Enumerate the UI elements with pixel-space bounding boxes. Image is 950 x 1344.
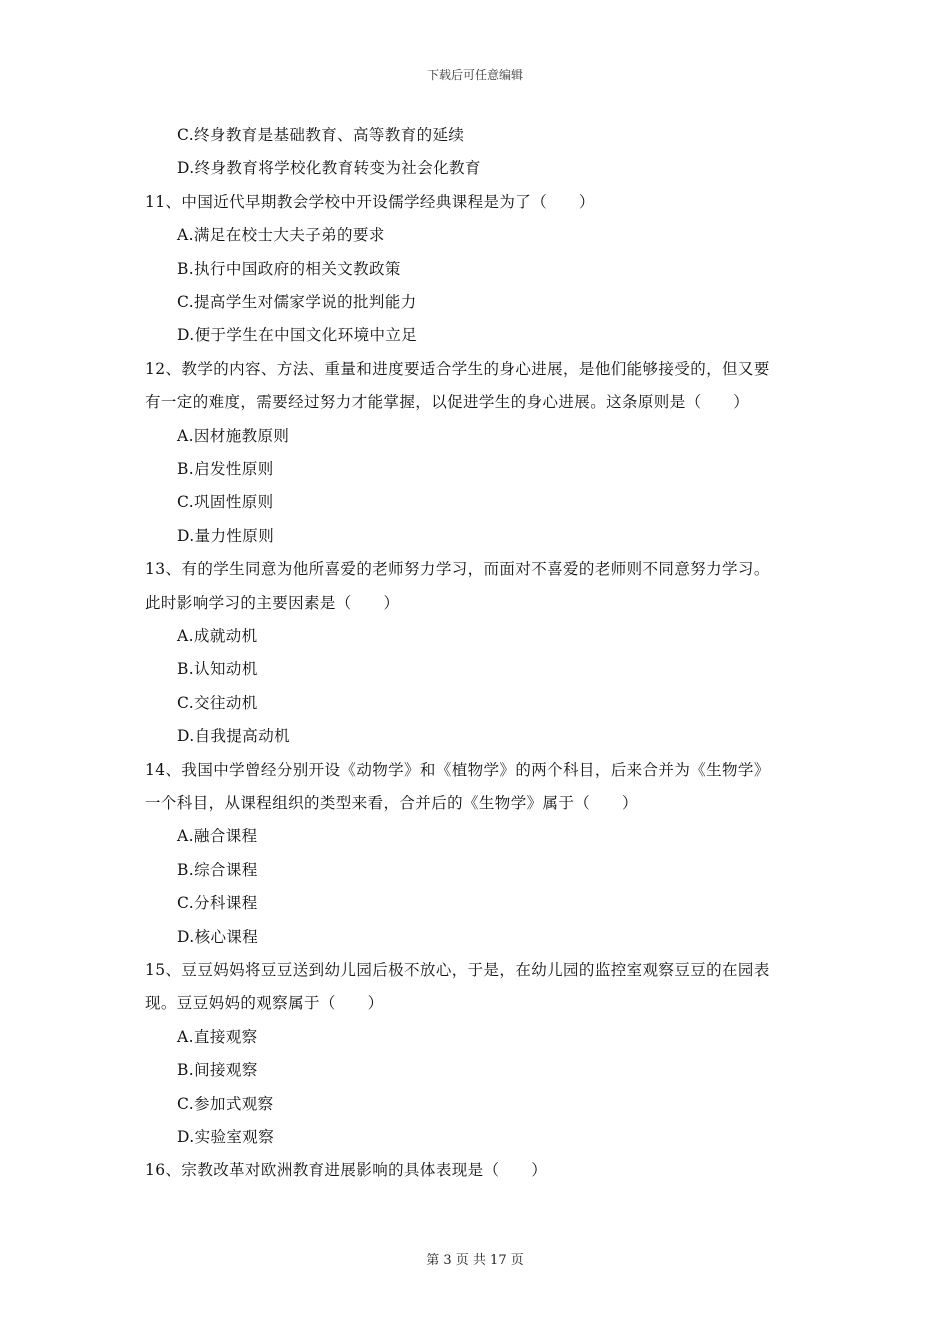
answer-option: B.综合课程 [177,861,258,879]
question-text-line: 14、我国中学曾经分别开设《动物学》和《植物学》的两个科目，后来合并为《生物学》 [145,761,770,779]
question-text-line: 有一定的难度，需要经过努力才能掌握，以促进学生的身心进展。这条原则是（ ） [145,393,750,411]
question-text-line: 12、教学的内容、方法、重量和进度要适合学生的身心进展，是他们能够接受的，但又要 [145,360,770,378]
answer-option: D.实验室观察 [177,1128,275,1146]
answer-option: C.提高学生对儒家学说的批判能力 [177,293,417,311]
answer-option: A.直接观察 [177,1028,258,1046]
answer-option: B.间接观察 [177,1061,258,1079]
answer-option: A.满足在校士大夫子弟的要求 [177,226,385,244]
answer-option: B.启发性原则 [177,460,274,478]
page-footer-number: 第 3 页 共 17 页 [426,1253,524,1268]
question-text-line: 一个科目，从课程组织的类型来看，合并后的《生物学》属于（ ） [145,794,638,812]
page-header-note: 下载后可任意编辑 [426,68,523,82]
answer-option: C.终身教育是基础教育、高等教育的延续 [177,126,465,144]
answer-option: C.巩固性原则 [177,493,274,511]
answer-option: C.参加式观察 [177,1095,274,1113]
question-text-line: 13、有的学生同意为他所喜爱的老师努力学习，而面对不喜爱的老师则不同意努力学习。 [145,560,770,578]
answer-option: B.认知动机 [177,660,258,678]
question-text-line: 11、中国近代早期教会学校中开设儒学经典课程是为了（ ） [145,193,595,211]
question-text-line: 15、豆豆妈妈将豆豆送到幼儿园后极不放心，于是，在幼儿园的监控室观察豆豆的在园表 [145,961,770,979]
answer-option: D.终身教育将学校化教育转变为社会化教育 [177,159,481,177]
answer-option: D.自我提高动机 [177,727,291,745]
question-text-line: 16、宗教改革对欧洲教育进展影响的具体表现是（ ） [145,1161,548,1179]
question-text-line: 现。豆豆妈妈的观察属于（ ） [145,994,384,1012]
question-text-line: 此时影响学习的主要因素是（ ） [145,594,400,612]
answer-option: C.交往动机 [177,694,258,712]
answer-option: A.成就动机 [177,627,258,645]
answer-option: C.分科课程 [177,894,258,912]
answer-option: A.因材施教原则 [177,427,290,445]
answer-option: A.融合课程 [177,827,258,845]
answer-option: D.核心课程 [177,928,259,946]
answer-option: D.量力性原则 [177,527,275,545]
answer-option: D.便于学生在中国文化环境中立足 [177,326,418,344]
answer-option: B.执行中国政府的相关文教政策 [177,260,401,278]
